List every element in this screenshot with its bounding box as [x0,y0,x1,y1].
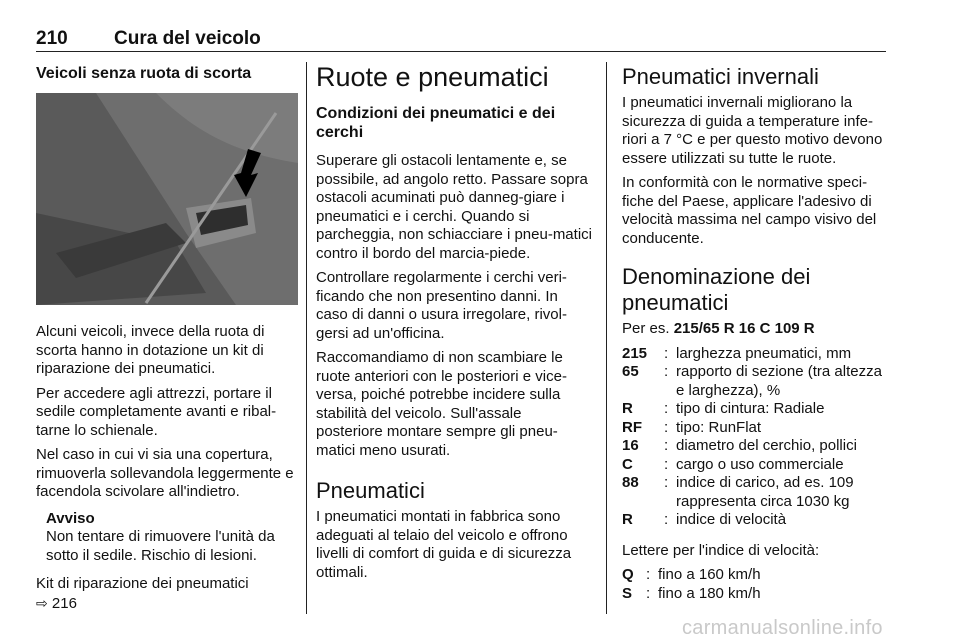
colon: : [664,418,669,436]
note-text: Non tentare di rimuovere l'unità da sotto il sedile. Rischio di lesioni. [46,528,275,564]
column-divider-right [606,62,607,614]
speed-list [622,566,888,603]
seat-illustration [36,93,298,305]
speed-term: S [622,584,633,602]
watermark: carmanualsonline.info [682,617,883,639]
header-rule [36,51,886,52]
column-divider-left [306,62,307,614]
right-paragraph-2: In conformità con le normative speci-fiche del Paese, applicare l'adesivo di velocità massima nel campo visivo del conducente. [622,174,877,247]
colon: : [664,437,669,454]
page-header [36,28,886,50]
definition-row [622,474,888,511]
left-column [36,60,298,613]
definition-term: 215 [622,344,648,362]
definition-desc: tipo: RunFlat [676,418,762,436]
section2-heading: Pneumatici [316,478,425,503]
colon: : [664,455,669,473]
note-title: Avviso [46,509,95,527]
colon: : [664,363,669,380]
definition-row [622,456,888,475]
colon: : [646,566,651,583]
speed-desc: fino a 180 km/h [658,584,761,602]
middle-column [316,60,592,588]
colon: : [664,474,669,491]
section2-text: I pneumatici montati in fabbrica sono adeguati al telaio del veicolo e offrono livelli di comfort di guida e di sicurezza ottimali. [316,508,572,581]
definition-desc: rapporto di sezione (tra altezza e larghezza), % [676,363,882,399]
middle-title: Ruote e pneumatici [316,62,549,92]
definition-term: 65 [622,363,639,380]
speed-desc: fino a 160 km/h [658,566,761,583]
definition-term: R [622,400,633,417]
middle-subheading: Condizioni dei pneumatici e dei cerchi [316,105,556,141]
speed-row [622,566,888,585]
colon: : [664,344,669,362]
section-title: Cura del veicolo [114,28,261,49]
definition-row [622,363,888,400]
definition-row [622,437,888,456]
definition-desc: tipo di cintura: Radiale [676,400,825,417]
right-heading-1: Pneumatici invernali [622,64,819,89]
definition-term: R [622,511,633,528]
definition-desc: cargo o uso commerciale [676,455,844,473]
definition-term: C [622,455,633,473]
definition-desc: larghezza pneumatici, mm [676,344,852,362]
right-paragraph-1: I pneumatici invernali migliorano la sicurezza di guida a temperature infe-riori a 7 °C e per questo motivo devono essere utilizzati su tutte le ruote. [622,94,883,167]
definition-row [622,345,888,364]
right-column [622,60,888,615]
definition-desc: diametro del cerchio, pollici [676,437,857,454]
definition-row [622,419,888,438]
definition-row [622,511,888,530]
cross-reference[interactable] [36,575,298,613]
warning-note [36,510,298,566]
middle-paragraph-3: Raccomandiamo di non scambiare le ruote anteriori con le posteriori e vice-versa, poiché potrebbe incidere sulla stabilità del veicolo. Sull'assale posteriore montare sempre gli pneu-matici meno usurati. [316,349,567,459]
colon: : [664,511,669,528]
middle-paragraph-1: Superare gli ostacoli lentamente e, se possibile, ad angolo retto. Passare sopra ostacoli acuminati può danneg-giare i pneumatici e i cerchi. Quando si parcheggia, non schiacciare i pneu-matici contro il bordo del marcia-piede. [316,152,592,262]
reference-text: Kit di riparazione dei pneumatici [36,575,249,592]
definition-desc: indice di velocità [676,511,787,528]
colon: : [664,400,669,417]
definition-term: RF [622,418,642,436]
definition-term: 16 [622,437,639,454]
definition-term: 88 [622,474,639,491]
left-heading: Veicoli senza ruota di scorta [36,65,252,82]
example-code: 215/65 R 16 C 109 R [673,320,815,337]
middle-paragraph-2: Controllare regolarmente i cerchi veri-ficando che non presentino danni. In caso di danni o usura irregolare, rivol-gersi ad un'officina. [316,269,567,342]
left-paragraph-2: Per accedere agli attrezzi, portare il sedile completamente avanti e ribal-tarne lo schienale. [36,384,277,439]
left-paragraph-3: Nel caso in cui vi sia una copertura, rimuoverla sollevandola leggermente e facendola scivolare all'indietro. [36,446,294,500]
page-number: 210 [36,28,68,49]
example-line [622,320,888,339]
definition-row [622,400,888,419]
speed-intro: Lettere per l'indice di velocità: [622,541,820,559]
colon: : [646,584,651,602]
definition-desc: indice di carico, ad es. 109 rappresenta circa 1030 kg [676,474,854,510]
example-prefix: Per es. [622,320,670,337]
definition-list [622,345,888,530]
speed-row [622,585,888,604]
right-heading-2: Denominazione dei pneumatici [622,264,811,315]
speed-term: Q [622,566,634,583]
reference-page: 216 [51,594,77,612]
page-ref-icon: ⇨ [36,594,48,611]
left-paragraph-1: Alcuni veicoli, invece della ruota di scorta hanno in dotazione un kit di riparazione dei pneumatici. [36,323,265,377]
